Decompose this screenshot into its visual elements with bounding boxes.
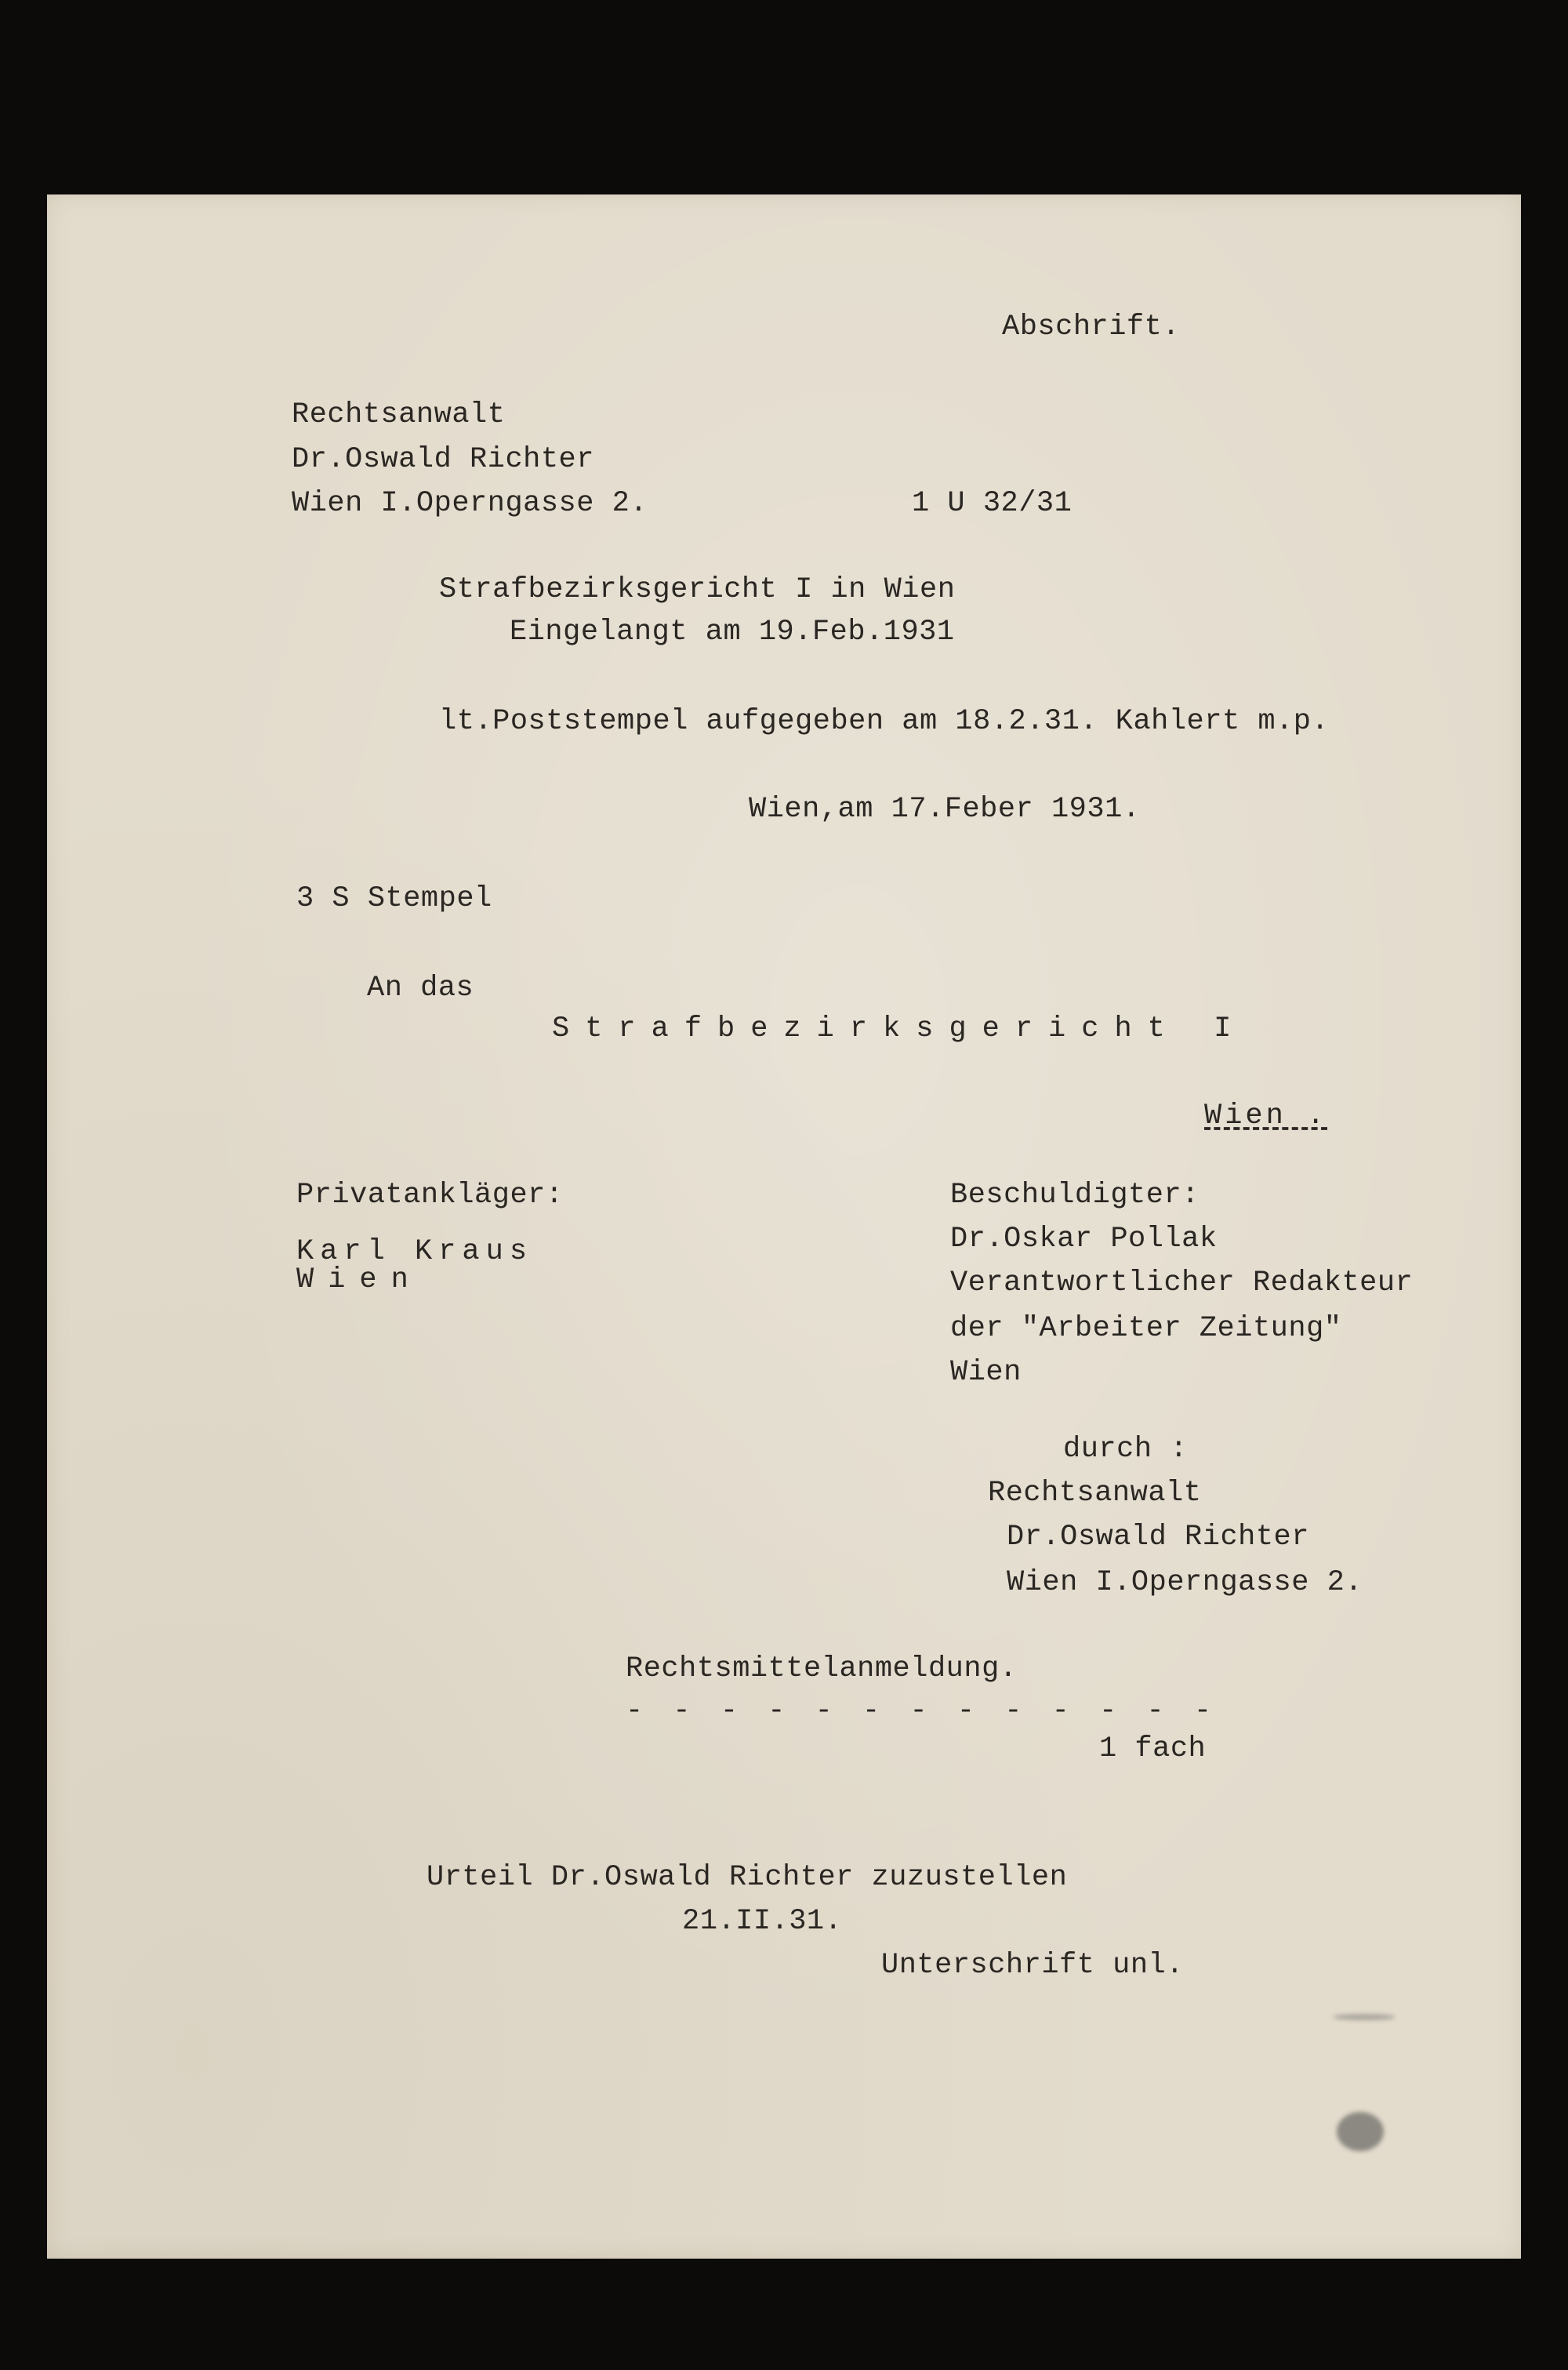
defendant-paper: der "Arbeiter Zeitung" <box>950 1312 1342 1345</box>
counsel-title: Rechtsanwalt <box>988 1477 1202 1510</box>
defendant-name: Dr.Oskar Pollak <box>950 1223 1218 1256</box>
counsel-via: durch : <box>1063 1433 1188 1466</box>
addressee-court: Strafbezirksgericht I <box>552 1012 1247 1045</box>
counsel-name: Dr.Oswald Richter <box>1007 1521 1309 1554</box>
addressee-to: An das <box>367 972 474 1005</box>
receipt-court: Strafbezirksgericht I in Wien <box>439 573 956 606</box>
defendant-role: Verantwortlicher Redakteur <box>950 1267 1414 1300</box>
receipt-date: Eingelangt am 19.Feb.1931 <box>510 616 955 649</box>
document-page <box>47 194 1521 2259</box>
case-number: 1 U 32/31 <box>912 487 1073 520</box>
copy-marker: Abschrift. <box>1002 311 1181 344</box>
note-date: 21.II.31. <box>682 1905 843 1938</box>
plaintiff-name: Karl Kraus <box>296 1235 534 1268</box>
subject-rule: - - - - - - - - - - - - - <box>626 1695 1218 1728</box>
sender-name: Dr.Oswald Richter <box>292 443 594 476</box>
sender-address: Wien I.Operngasse 2. <box>292 487 648 520</box>
ink-smudge <box>1337 2112 1384 2151</box>
defendant-label: Beschuldigter: <box>950 1179 1200 1212</box>
subject-heading: Rechtsmittelanmeldung. <box>626 1652 1018 1685</box>
counsel-address: Wien I.Operngasse 2. <box>1007 1566 1363 1599</box>
ink-mark <box>1333 2014 1396 2020</box>
note-signature: Unterschrift unl. <box>881 1949 1184 1982</box>
sender-title: Rechtsanwalt <box>292 398 506 431</box>
plaintiff-label: Privatankläger: <box>296 1179 564 1212</box>
postmark-note: lt.Poststempel aufgegeben am 18.2.31. Kahlert m.p. <box>439 705 1330 738</box>
plaintiff-city: Wien <box>296 1263 423 1296</box>
stamp-fee: 3 S Stempel <box>296 882 492 915</box>
defendant-city: Wien <box>950 1356 1022 1389</box>
addressee-city: Wien . <box>1204 1100 1328 1132</box>
copies-count: 1 fach <box>1099 1732 1207 1765</box>
place-date: Wien,am 17.Feber 1931. <box>749 793 1141 826</box>
note-delivery: Urteil Dr.Oswald Richter zuzustellen <box>426 1861 1068 1894</box>
